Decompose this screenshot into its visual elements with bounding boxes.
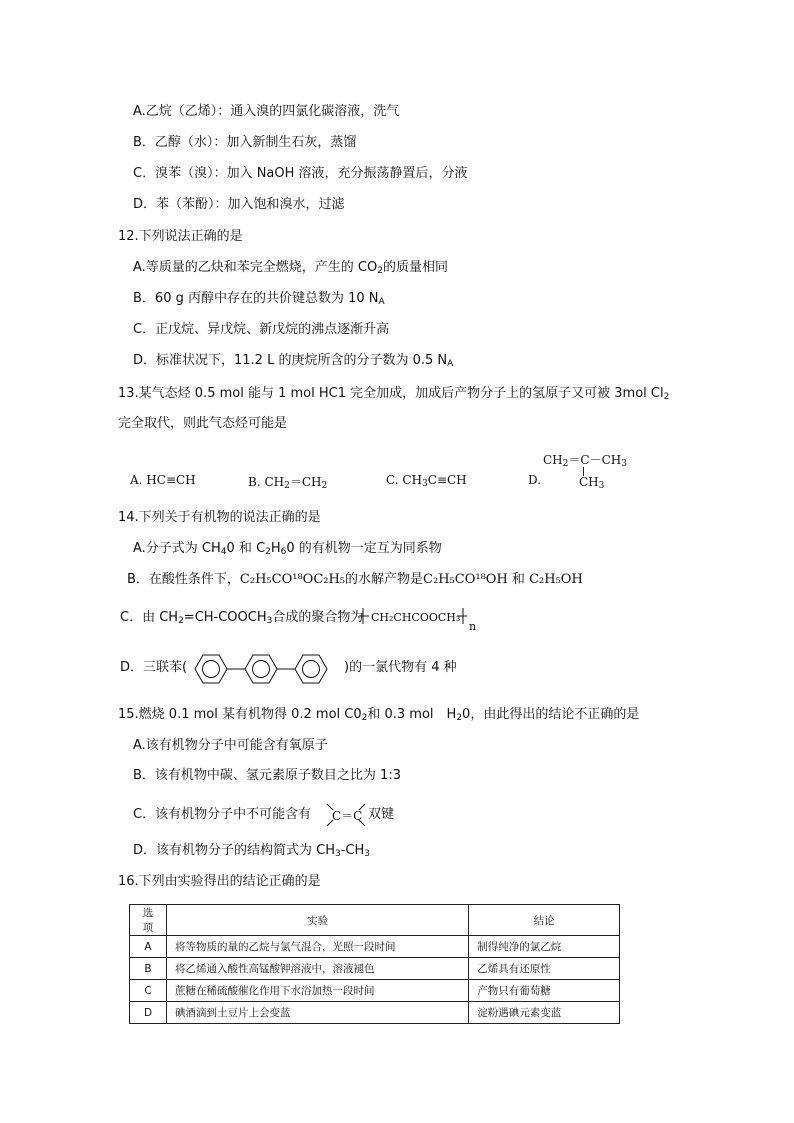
- q14-stem: 14.下列关于有机物的说法正确的是: [118, 510, 321, 525]
- table-cell-option: A: [130, 936, 167, 958]
- q12-option-d: D．标准状况下，11.2 L 的庚烷所含的分子数为 0.5 $N_A$: [133, 353, 454, 369]
- q14-option-d-post: )的一氯代物有 4 种: [344, 660, 457, 675]
- q14-option-b: B．在酸性条件下，C₂H₅CO¹⁸OC₂H₅的水解产物是C₂H₅CO¹⁸OH 和 C₂H₅OH: [127, 572, 583, 587]
- table-header-cell: 实验: [166, 905, 468, 936]
- q15-stem: 15.燃烧 0.1 mol 某有机物得 0.2 mol $C0_2$和 0.3 mol $H_20$，由此得出的结论不正确的是: [118, 707, 640, 723]
- q14-polymer-unit: CH₂CHCOOCH₃: [371, 611, 461, 624]
- table-row: [130, 1002, 620, 1024]
- q14-polymer-n: n: [469, 620, 477, 632]
- q16-stem: 16.下列由实验得出的结论正确的是: [118, 874, 321, 889]
- experiment-table: [129, 904, 620, 1024]
- cc-double-bond-icon: [324, 800, 368, 830]
- table-cell-option: C: [130, 980, 167, 1002]
- table-header-cell: 选项: [130, 905, 167, 936]
- q14-option-d-pre: D．三联苯(: [120, 660, 188, 675]
- q15-option-c-post: 双键: [368, 807, 395, 822]
- q13-stem-line2: 完全取代，则此气态烃可能是: [118, 416, 288, 431]
- table-row: [130, 958, 620, 980]
- q11-option-c: C．溴苯（溴）：加入 NaOH 溶液，充分振荡静置后，分液: [133, 166, 468, 181]
- q11-option-a: A.乙烷（乙烯）：通入溴的四氯化碳溶液，洗气: [133, 104, 400, 119]
- table-header-cell: 结论: [469, 905, 620, 936]
- q14-option-a: A.分子式为 $CH_40$ 和 $C_2H_60$ 的有机物一定互为同系物: [133, 541, 442, 557]
- table-cell-experiment: 蔗糖在稀硫酸催化作用下水浴加热一段时间: [166, 980, 468, 1002]
- table-header-row: [130, 905, 620, 936]
- table-cell-conclusion: 淀粉遇碘元素变蓝: [469, 1002, 620, 1024]
- q15-option-d: D．该有机物分子的结构简式为 $CH_3-CH_3$: [133, 843, 371, 859]
- q13-option-d-structure-top: $CH_2=C-CH_3$: [543, 453, 627, 469]
- q13-option-b: B. $CH_2=CH_2$: [248, 475, 328, 491]
- q15-option-c-pre: C．该有机物分子中不可能含有: [133, 807, 312, 822]
- q12-stem: 12.下列说法正确的是: [118, 229, 243, 244]
- q12-option-b: B．60 g 丙醇中存在的共价键总数为 10 $N_A$: [133, 291, 385, 307]
- terphenyl-structure-icon: [187, 650, 343, 688]
- q13-stem-line1: 13.某气态烃 0.5 mol 能与 1 mol HC1 完全加成，加成后产物分子上的氢原子又可被 3mol $Cl_2$: [118, 386, 670, 402]
- table-cell-conclusion: 产物只有葡萄糖: [469, 980, 620, 1002]
- q15-option-a: A.该有机物分子中可能含有氧原子: [133, 738, 328, 753]
- q14-polymer-formula: [357, 602, 487, 632]
- q15-option-b: B．该有机物中碳、氢元素原子数目之比为 1:3: [133, 768, 401, 783]
- table-cell-experiment: 将乙烯通入酸性高锰酸钾溶液中，溶液褪色: [166, 958, 468, 980]
- q14-option-c: C．由 $CH_2=CH-COOCH_3$合成的聚合物为: [120, 610, 364, 626]
- table-row: [130, 980, 620, 1002]
- q12-option-a: A.等质量的乙炔和苯完全燃烧，产生的 $CO_2$的质量相同: [133, 260, 448, 276]
- q13-option-a: A. HC≡CH: [130, 473, 196, 487]
- table-cell-conclusion: 乙烯具有还原性: [469, 958, 620, 980]
- q13-option-d-structure-bottom: $CH_3$: [579, 475, 605, 491]
- q11-option-b: B．乙醇（水）：加入新制生石灰，蒸馏: [133, 135, 357, 150]
- table-cell-conclusion: 制得纯净的氯乙烷: [469, 936, 620, 958]
- table-cell-option: D: [130, 1002, 167, 1024]
- q13-option-c: C. $CH_3C\equiv CH$: [386, 473, 467, 489]
- cc-double-bond-text: C＝C: [332, 809, 363, 823]
- q12-option-c: C．正戊烷、异戊烷、新戊烷的沸点逐渐升高: [133, 322, 390, 337]
- table-cell-option: B: [130, 958, 167, 980]
- q13-option-d-label: D.: [528, 473, 542, 487]
- q11-option-d: D．苯（苯酚）：加入饱和溴水，过滤: [133, 197, 345, 212]
- table-row: [130, 936, 620, 958]
- table-cell-experiment: 将等物质的量的乙烷与氯气混合，光照一段时间: [166, 936, 468, 958]
- table-cell-experiment: 碘酒滴到土豆片上会变蓝: [166, 1002, 468, 1024]
